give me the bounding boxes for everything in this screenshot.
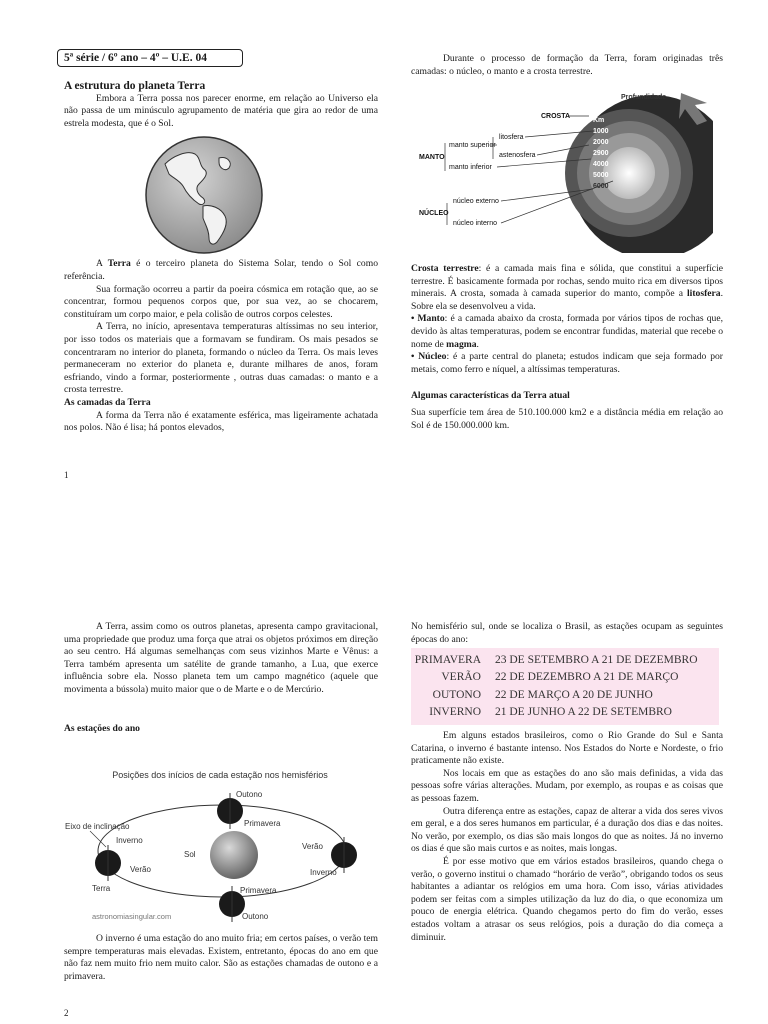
page-title: A estrutura do planeta Terra (64, 80, 206, 92)
svg-text:Eixo de inclinação: Eixo de inclinação (65, 822, 130, 831)
svg-text:litosfera: litosfera (499, 134, 524, 141)
nucleo-paragraph: • Núcleo: é a parte central do planeta; estudos indicam que seja formado por metais, como ferro e níquel, a altíssimas temperaturas. (411, 351, 723, 375)
crosta-paragraph: Crosta terrestre: é a camada mais fina e sólida, que constitui a superfície terrestre. É basicamente formada por rochas, sendo muito rica em diversos tipos minerais. A crosta, somada à camada superior do manto, compõe a litosfera. Sobre ela se desenvolveu a vida. (411, 263, 723, 312)
svg-text:Outono: Outono (236, 790, 263, 799)
table-row: VERÃO 22 DE DEZEMBRO A 21 DE MARÇO (441, 671, 679, 684)
svg-text:Inverno: Inverno (310, 868, 337, 877)
estados-paragraph: Em alguns estados brasileiros, como o Rio Grande do Sul e Santa Catarina, o inverno é bastante intenso. Nos Estados do Norte e Nordeste, o frio praticamente não existe. (411, 730, 723, 767)
svg-text:2000: 2000 (593, 139, 609, 146)
superficie-paragraph: Sua superfície tem área de 510.100.000 km2 e a distância média em relação ao Sol é de 150.000.000 km. (411, 406, 723, 431)
intro-paragraph: Embora a Terra possa nos parecer enorme, em relação ao Universo ela não passa de um minúsculo agrupamento de matéria que gira ao redor de uma estrela modesta, que é o Sol. (64, 92, 378, 129)
svg-text:núcleo interno: núcleo interno (453, 220, 497, 227)
terra-paragraph: A Terra é o terceiro planeta do Sistema Solar, tendo o Sol como referência. (64, 258, 378, 282)
svg-text:manto superior: manto superior (449, 142, 496, 149)
svg-text:Verão: Verão (302, 842, 323, 851)
caracteristicas-heading: Algumas características da Terra atual (411, 390, 570, 402)
svg-text:astronomiasingular.com: astronomiasingular.com (92, 912, 172, 921)
svg-text:Sol: Sol (184, 850, 196, 859)
svg-text:4000: 4000 (593, 161, 609, 168)
page2-right-column (411, 621, 723, 646)
svg-text:manto inferior: manto inferior (449, 164, 492, 171)
globe-figure (64, 130, 378, 258)
page1-left-column (64, 80, 378, 435)
svg-text:astenosfera: astenosfera (499, 152, 536, 159)
svg-text:Posições dos inícios de cada e: Posições dos inícios de cada estação nos hemisférios (112, 770, 328, 780)
sun-icon (210, 831, 258, 879)
page2-left-column (64, 621, 378, 735)
locais-paragraph: Nos locais em que as estações do ano são mais definidas, a vida das pessoas sofre várias alterações. Mudam, por exemplo, as roupas e as coisas que as pessoas fazem. (411, 767, 723, 804)
earth-layers-diagram (413, 85, 713, 253)
page-number-1: 1 (64, 470, 69, 480)
inverno-paragraph: O inverno é uma estação do ano muito fria; em certos países, o verão tem sempre temperaturas mais elevadas. Existem, entretanto, épocas do ano em que não faz nem muito frio nem muito calor. São as estações chamadas de outono e a primavera. (64, 933, 378, 982)
formacao-paragraph: Sua formação ocorreu a partir da poeira cósmica em rotação que, ao se concentrar, formou pequenos corpos que, por sua vez, ao se chocarem, constituíram um corpo maior, e pela colisão de outros corpos celestes. (64, 283, 378, 320)
horario-paragraph: É por esse motivo que em vários estados brasileiros, quando chega o verão, o governo institui o chamado “horário de verão”, obrigando todos os seus habitantes a adiantar os relógios em uma hora. Com isso, várias atividades podem ser feitas com a simples utilização da luz do dia, o que economiza um pouco de energia elétrica. Quando chegamos perto do fim do verão, esses estados voltam a atrasar os seus relógios, pois a duração do dia começa a diminuir. (411, 855, 723, 943)
gravidade-paragraph: A Terra, assim como os outros planetas, apresenta campo gravitacional, uma propriedade que produz uma força que atrai os objetos próximos em direção ao seu centro. Há algumas semelhanças com seus vizinhos Marte e Vênus: a Terra também apresenta um satélite de grande tamanho, a Lua, que exerce influência sobre ela. Nosso planeta tem um campo magnético (aquele que movimenta a bússola) muito maior que o de Marte e o de Mercúrio. (64, 621, 378, 695)
table-row: INVERNO 21 DE JUNHO A 22 DE SETEMBRO (429, 706, 672, 719)
page2-left-lower (64, 933, 378, 983)
svg-text:Km: Km (593, 117, 605, 124)
svg-text:6000: 6000 (593, 183, 609, 190)
page-number-2: 2 (64, 1008, 69, 1018)
camadas-heading: As camadas da Terra (64, 396, 151, 408)
seasons-table-body (411, 651, 698, 721)
diferenca-paragraph: Outra diferença entre as estações, capaz de alterar a vida dos seres vivos em geral, e a dos seres humanos em particular, é a duração dos dias e das noites. No verão, por exemplo, os dias são mais longos do que as noites. Já no inverno os dias é que são mais curtos e as noites, mais longas. (411, 805, 723, 855)
globe-icon (143, 134, 265, 256)
table-row: PRIMAVERA 23 DE SETEMBRO A 21 DE DEZEMBRO (414, 653, 698, 666)
estacoes-heading: As estações do ano (64, 722, 140, 734)
svg-text:Profundidade: Profundidade (621, 94, 667, 101)
page2-right-lower (411, 730, 723, 944)
unit-label: 5ª série / 6º ano – 4º – U.E. 04 (57, 49, 243, 67)
manto-paragraph: • Manto: é a camada abaixo da crosta, formada por vários tipos de rochas que, devido às altas temperaturas, podem se encontrar fundidas, material que recebe o nome de magma. (411, 313, 723, 350)
svg-text:núcleo externo: núcleo externo (453, 198, 499, 205)
svg-text:1000: 1000 (593, 128, 609, 135)
svg-text:Terra: Terra (92, 884, 111, 893)
hemisferio-paragraph: No hemisfério sul, onde se localiza o Brasil, as estações ocupam as seguintes épocas do ano: (411, 621, 723, 645)
seasons-orbit-diagram (60, 767, 380, 927)
svg-text:MANTO: MANTO (419, 154, 445, 161)
svg-text:Inverno: Inverno (116, 836, 143, 845)
svg-text:5000: 5000 (593, 172, 609, 179)
svg-text:2900: 2900 (593, 150, 609, 157)
svg-text:Outono: Outono (242, 912, 269, 921)
svg-text:Primavera: Primavera (240, 886, 277, 895)
table-row: OUTONO 22 DE MARÇO A 20 DE JUNHO (432, 688, 653, 701)
svg-text:Primavera: Primavera (244, 819, 281, 828)
svg-text:NÚCLEO: NÚCLEO (419, 210, 449, 217)
inicio-paragraph: A Terra, no início, apresentava temperaturas altíssimas no seu interior, por isso todos os materiais que a formavam se fundiram. Os mais pesados se concentraram no interior do planeta, formando o núcleo da Terra. Os mais leves permaneceram no exterior do planeta e, durante milhares de anos, foram esfriando, vindo a formar, posteriormente , outras duas camadas: o manto e a crosta terrestre. (64, 321, 378, 396)
page1-right-column (411, 53, 723, 78)
forma-paragraph: A forma da Terra não é exatamente esférica, mas ligeiramente achatada nos polos. Não é lisa; há pontos elevados, (64, 409, 378, 434)
camadas-intro: Durante o processo de formação da Terra, foram originadas três camadas: o núcleo, o manto e a crosta terrestre. (411, 53, 723, 77)
seasons-table (411, 648, 719, 725)
svg-text:Verão: Verão (130, 865, 151, 874)
svg-text:CROSTA: CROSTA (541, 113, 571, 120)
page1-right-lower (411, 263, 723, 432)
